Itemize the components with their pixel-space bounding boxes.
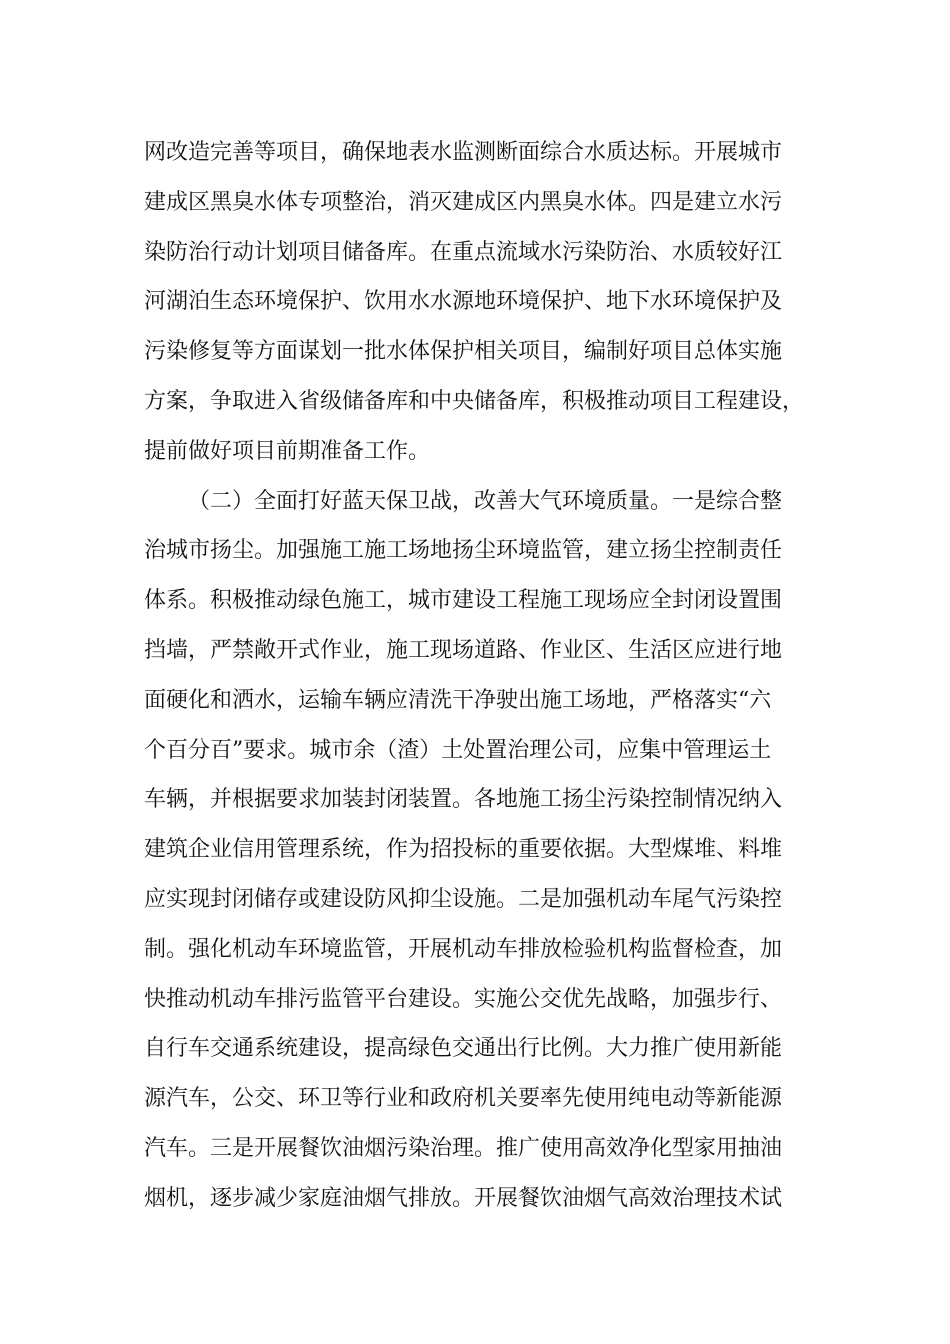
text-line: 提前做好项目前期准备工作。: [144, 438, 431, 464]
text-line: 面硬化和洒水，运输车辆应清洗干净驶出施工场地，严格落实“六: [144, 687, 772, 713]
paragraph-water-pollution: [144, 128, 814, 477]
document-body: [144, 128, 814, 1224]
text-line: 制。强化机动车环境监管，开展机动车排放检验机构监督检查，加: [144, 936, 783, 962]
text-line: 污染修复等方面谋划一批水体保护相关项目，编制好项目总体实施: [144, 339, 783, 365]
text-line: 汽车。三是开展餐饮油烟污染治理。推广使用高效净化型家用抽油: [144, 1135, 783, 1161]
text-line: 车辆，并根据要求加装封闭装置。各地施工扬尘污染控制情况纳入: [144, 787, 783, 813]
text-line-indented: （二）全面打好蓝天保卫战，改善大气环境质量。一是综合整: [188, 488, 783, 514]
text-line: 挡墙，严禁敞开式作业，施工现场道路、作业区、生活区应进行地: [144, 637, 783, 663]
text-line: 自行车交通系统建设，提高绿色交通出行比例。大力推广使用新能: [144, 1036, 783, 1062]
text-line: 烟机，逐步减少家庭油烟气排放。开展餐饮油烟气高效治理技术试: [144, 1185, 783, 1211]
text-line: 体系。积极推动绿色施工，城市建设工程施工现场应全封闭设置围: [144, 588, 783, 614]
text-line: 快推动机动车排污监管平台建设。实施公交优先战略，加强步行、: [144, 986, 783, 1012]
text-line: 建筑企业信用管理系统，作为招投标的重要依据。大型煤堆、料堆: [144, 837, 783, 863]
text-line: 源汽车，公交、环卫等行业和政府机关要率先使用纯电动等新能源: [144, 1086, 783, 1112]
text-line: 河湖泊生态环境保护、饮用水水源地环境保护、地下水环境保护及: [144, 289, 783, 315]
text-line: 方案，争取进入省级储备库和中央储备库，积极推动项目工程建设，: [144, 388, 805, 414]
text-line: 染防治行动计划项目储备库。在重点流域水污染防治、水质较好江: [144, 239, 783, 265]
text-line: 应实现封闭储存或建设防风抑尘设施。二是加强机动车尾气污染控: [144, 886, 783, 912]
text-line: 治城市扬尘。加强施工施工场地扬尘环境监管，建立扬尘控制责任: [144, 538, 783, 564]
text-line: 建成区黑臭水体专项整治，消灭建成区内黑臭水体。四是建立水污: [144, 189, 783, 215]
text-line: 网改造完善等项目，确保地表水监测断面综合水质达标。开展城市: [144, 140, 783, 165]
text-line: 个百分百”要求。城市余（渣）土处置治理公司，应集中管理运土: [144, 737, 772, 763]
paragraph-blue-sky: [144, 477, 814, 1224]
